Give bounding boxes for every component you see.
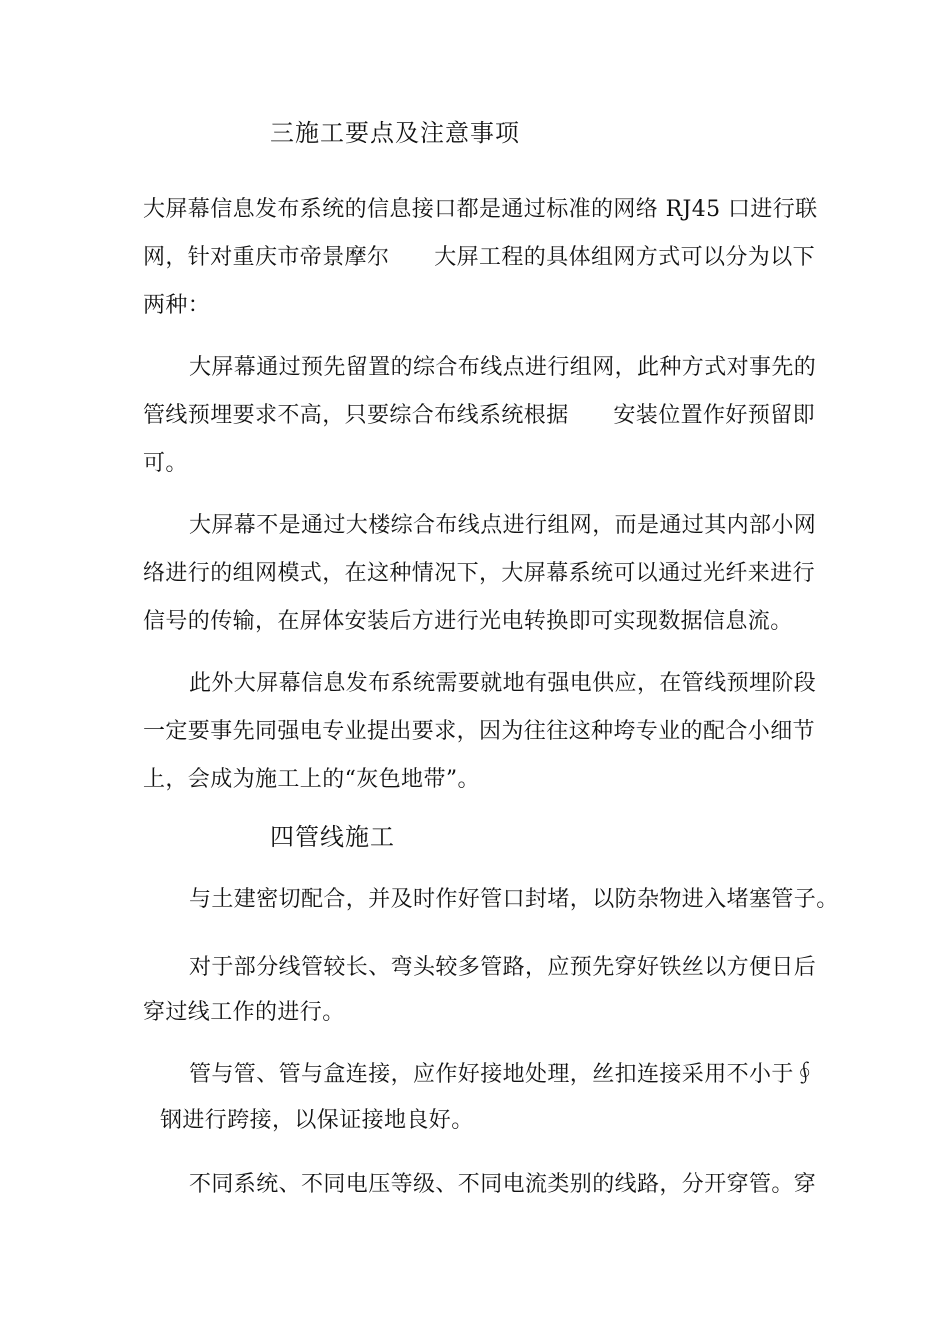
paragraph-line: 钢进行跨接，以保证接地良好。 [160,1108,474,1133]
paragraph-line: 与土建密切配合，并及时作好管口封堵，以防杂物进入堵塞管子。 [189,887,839,912]
paragraph-line: 此外大屏幕信息发布系统需要就地有强电供应，在管线预埋阶段 [189,671,817,696]
paragraph-line: 可。 [143,451,188,476]
paragraph-line: 信号的传输，在屏体安装后方进行光电转换即可实现数据信息流。 [143,609,793,634]
paragraph-line: 上，会成为施工上的“灰色地带”。 [143,767,480,792]
paragraph-line: 一定要事先同强电专业提出要求，因为往往这种垮专业的配合小细节 [143,719,816,744]
paragraph-line: 管与管、管与盒连接，应作好接地处理，丝扣连接采用不小于∮ [189,1062,817,1087]
paragraph-line: 两种： [143,293,211,318]
paragraph-line: 络进行的组网模式，在这种情况下，大屏幕系统可以通过光纤来进行 [143,561,816,586]
paragraph-line: 大屏幕不是通过大楼综合布线点进行组网，而是通过其内部小网 [189,513,817,538]
paragraph-line: 不同系统、不同电压等级、不同电流类别的线路，分开穿管。穿 [189,1172,817,1197]
paragraph-line: 大屏幕信息发布系统的信息接口都是通过标准的网络 RJ45 口进行联 [143,197,818,222]
section-heading-4: 四管线施工 [270,823,395,851]
paragraph-line: 对于部分线管较长、弯头较多管路，应预先穿好铁丝以方便日后 [189,955,817,980]
paragraph-line: 大屏幕通过预先留置的综合布线点进行组网，此种方式对事先的 [189,355,817,380]
paragraph-line: 穿过线工作的进行。 [143,1000,345,1025]
section-heading-3: 三施工要点及注意事项 [270,119,520,147]
paragraph-line: 网，针对重庆市帝景摩尔 大屏工程的具体组网方式可以分为以下 [143,245,816,270]
paragraph-line: 管线预埋要求不高，只要综合布线系统根据 安装位置作好预留即 [143,403,816,428]
